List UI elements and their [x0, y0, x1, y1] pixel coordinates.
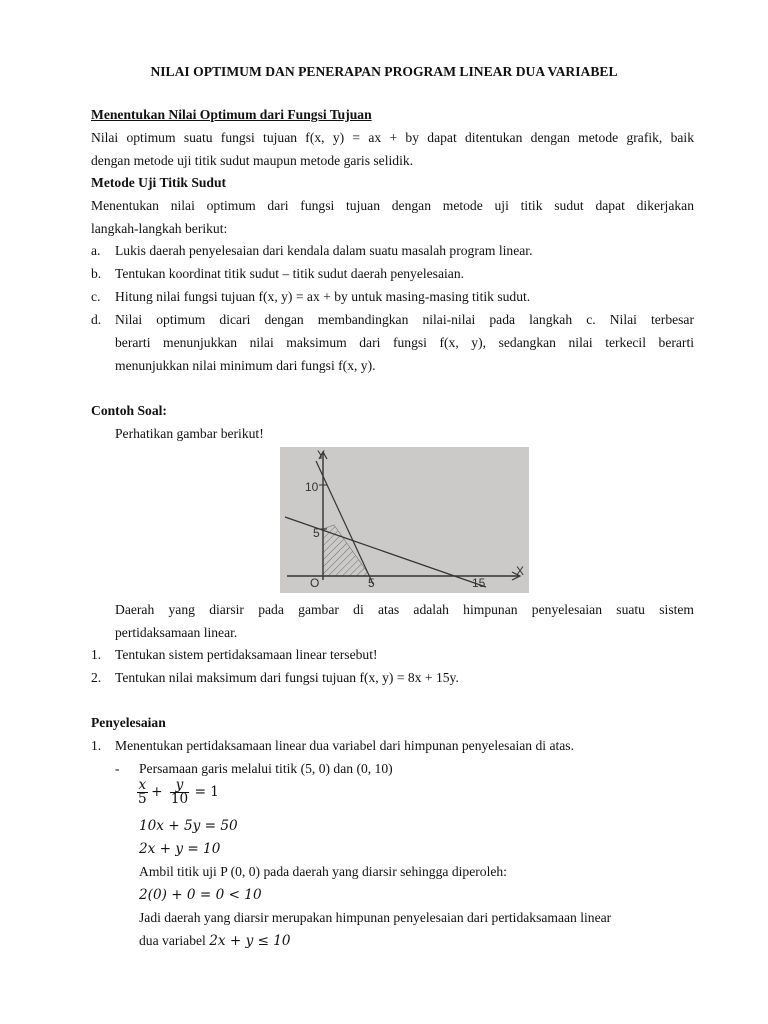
solution-heading: Penyelesaian: [91, 715, 166, 730]
plus-sign: +: [151, 784, 163, 800]
inequality: 2x + y ≤ 10: [209, 933, 291, 949]
equation-line: 10x + 5y = 50: [139, 818, 238, 834]
list-item: Nilai optimum dicari dengan membandingkan nilai-nilai pada langkah c. Nilai terbesar: [115, 312, 694, 327]
fraction-numerator: x: [138, 777, 147, 793]
paragraph-line: Menentukan nilai optimum dari fungsi tujuan dengan metode uji titik sudut dapat dikerjakan: [91, 198, 694, 213]
paragraph-line: Daerah yang diarsir pada gambar di atas adalah himpunan penyelesaian suatu sistem: [115, 602, 694, 617]
paragraph-line: Nilai optimum suatu fungsi tujuan f(x, y) = ax + by dapat ditentukan dengan metode grafik, baik: [91, 130, 694, 145]
paragraph-line: dengan metode uji titik sudut maupun metode garis selidik.: [91, 153, 414, 168]
section-heading-method: Metode Uji Titik Sudut: [91, 175, 227, 190]
equation-line: 2(0) + 0 = 0 < 10: [139, 887, 262, 903]
page-title: NILAI OPTIMUM DAN PENERAPAN PROGRAM LINEAR DUA VARIABEL: [150, 64, 618, 79]
fraction-denominator: 5: [138, 791, 147, 807]
list-item: Lukis daerah penyelesaian dari kendala dalam suatu masalah program linear.: [115, 243, 533, 258]
label-5-y: 5: [313, 526, 320, 540]
graph-figure: [280, 447, 529, 593]
label-15: 15: [472, 576, 486, 590]
list-marker: d.: [91, 312, 102, 327]
example-heading: Contoh Soal:: [91, 403, 167, 418]
list-marker: 1.: [91, 647, 102, 662]
fraction-numerator: y: [170, 779, 189, 793]
solution-subitem: Persamaan garis melalui titik (5, 0) dan (0, 10): [139, 761, 393, 776]
question-item: Tentukan sistem pertidaksamaan linear tersebut!: [115, 647, 378, 662]
paragraph-line: pertidaksamaan linear.: [115, 625, 238, 640]
section-heading-optimum: Menentukan Nilai Optimum dari Fungsi Tujuan: [91, 107, 372, 122]
list-marker: c.: [91, 289, 101, 304]
equals-one: = 1: [194, 784, 219, 800]
equation-fractions: [137, 779, 219, 806]
example-intro: Perhatikan gambar berikut!: [115, 426, 264, 441]
solution-item: Menentukan pertidaksamaan linear dua variabel dari himpunan penyelesaian di atas.: [115, 738, 574, 753]
paragraph-line: Jadi daerah yang diarsir merupakan himpunan penyelesaian dari pertidaksamaan linear: [139, 910, 612, 925]
list-marker: 1.: [91, 738, 102, 753]
list-item: berarti menunjukkan nilai maksimum dari fungsi f(x, y), sedangkan nilai terkecil berarti: [115, 335, 694, 350]
list-marker: 2.: [91, 670, 102, 685]
paragraph-line: langkah-langkah berikut:: [91, 221, 228, 236]
fraction-denominator: 10: [170, 791, 189, 807]
equation-line: 2x + y = 10: [139, 841, 221, 857]
x-axis-label: X: [516, 564, 525, 578]
dash-marker: -: [115, 761, 120, 776]
list-item: Hitung nilai fungsi tujuan f(x, y) = ax + by untuk masing-masing titik sudut.: [115, 289, 531, 304]
question-item: Tentukan nilai maksimum dari fungsi tujuan f(x, y) = 8x + 15y.: [115, 670, 459, 685]
list-marker: a.: [91, 243, 101, 258]
paragraph-line: Ambil titik uji P (0, 0) pada daerah yang diarsir sehingga diperoleh:: [139, 864, 507, 879]
conclusion-text: dua variabel: [139, 933, 206, 948]
figure-background: [280, 447, 529, 593]
list-marker: b.: [91, 266, 102, 281]
label-10: 10: [305, 480, 319, 494]
conclusion-line: [139, 933, 291, 949]
fraction-y-over-10: [170, 779, 189, 806]
label-5-x: 5: [368, 576, 375, 590]
list-item: menunjukkan nilai minimum dari fungsi f(x, y).: [115, 358, 376, 373]
list-item: Tentukan koordinat titik sudut – titik sudut daerah penyelesaian.: [115, 266, 465, 281]
y-axis-label: Y: [317, 448, 326, 462]
fraction-x-over-5: [137, 779, 148, 806]
label-origin: O: [310, 576, 320, 590]
